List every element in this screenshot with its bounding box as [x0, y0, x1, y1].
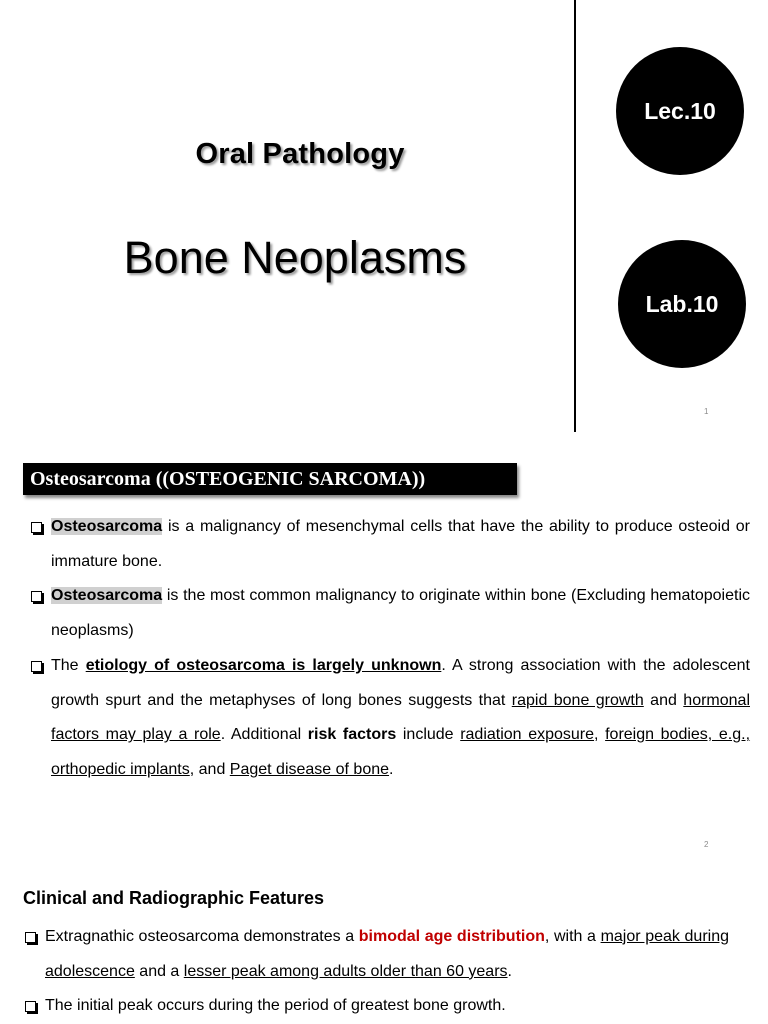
checkbox-bullet-icon: [25, 932, 36, 943]
list-item: [23, 989, 729, 1024]
risk-factors-phrase: risk factors: [307, 726, 397, 744]
lesser-peak-phrase: lesser peak among adults older than 60 years: [183, 962, 508, 980]
rapid-growth-phrase: rapid bone growth: [511, 691, 644, 709]
bimodal-phrase: bimodal age distribution: [358, 928, 545, 945]
bullet-text: is the most common malignancy to originate within bone (Excluding hematopoietic neoplasms): [51, 587, 750, 640]
checkbox-bullet-icon: [31, 661, 42, 672]
vertical-divider: [574, 0, 576, 432]
list-item: [23, 920, 729, 989]
bullet-text: Extragnathic osteosarcoma demonstrates a: [45, 928, 359, 945]
bullet-list: [23, 920, 729, 1024]
bullet-text: include: [396, 726, 461, 744]
bullet-list: [30, 510, 750, 788]
foreign-bodies-phrase: foreign bodies, e.g., orthopedic implants: [51, 726, 751, 778]
highlighted-term: Osteosarcoma: [51, 518, 163, 535]
list-item: [30, 649, 750, 788]
bullet-text: and: [643, 691, 684, 709]
bullet-text: . A strong association with the adolescent growth spurt and the metaphyses of long bones suggests that: [51, 656, 750, 709]
radiation-phrase: radiation exposure: [460, 726, 595, 744]
course-title: Oral Pathology: [195, 138, 405, 170]
lecture-title: Bone Neoplasms: [123, 232, 467, 283]
section-heading: Clinical and Radiographic Features: [23, 888, 325, 908]
checkbox-bullet-icon: [25, 1001, 36, 1012]
list-item: [30, 510, 750, 579]
checkbox-bullet-icon: [31, 522, 42, 533]
page-number: 1: [704, 407, 709, 416]
lecture-number-label: Lec.10: [644, 97, 716, 124]
bullet-text: .: [389, 760, 394, 778]
bullet-text: The initial peak occurs during the period of greatest bone growth.: [45, 997, 506, 1015]
etiology-phrase: etiology of osteosarcoma is largely unknown: [85, 656, 442, 674]
paget-phrase: Paget disease of bone: [229, 760, 390, 778]
section-heading: Osteosarcoma ((OSTEOGENIC SARCOMA)): [23, 463, 517, 495]
list-item: [30, 579, 750, 648]
bullet-text: , with a: [544, 928, 601, 945]
bullet-text: , and: [189, 760, 230, 778]
major-peak-phrase: major peak during adolescence: [45, 928, 730, 980]
highlighted-term: Osteosarcoma: [51, 587, 163, 605]
bullet-text: is a malignancy of mesenchymal cells that have the ability to produce osteoid or immature bone.: [51, 518, 750, 570]
bullet-text: .: [507, 962, 512, 980]
bullet-text: The: [51, 656, 86, 674]
page-number: 2: [704, 840, 709, 849]
bullet-text: ,: [594, 726, 606, 744]
lab-number-badge: [618, 240, 746, 368]
bullet-text: and a: [134, 962, 184, 980]
checkbox-bullet-icon: [31, 591, 42, 602]
lecture-number-badge: [616, 47, 744, 175]
bullet-text: . Additional: [220, 726, 308, 744]
hormonal-phrase: hormonal factors may play a role: [51, 691, 750, 744]
lab-number-label: Lab.10: [645, 290, 719, 317]
